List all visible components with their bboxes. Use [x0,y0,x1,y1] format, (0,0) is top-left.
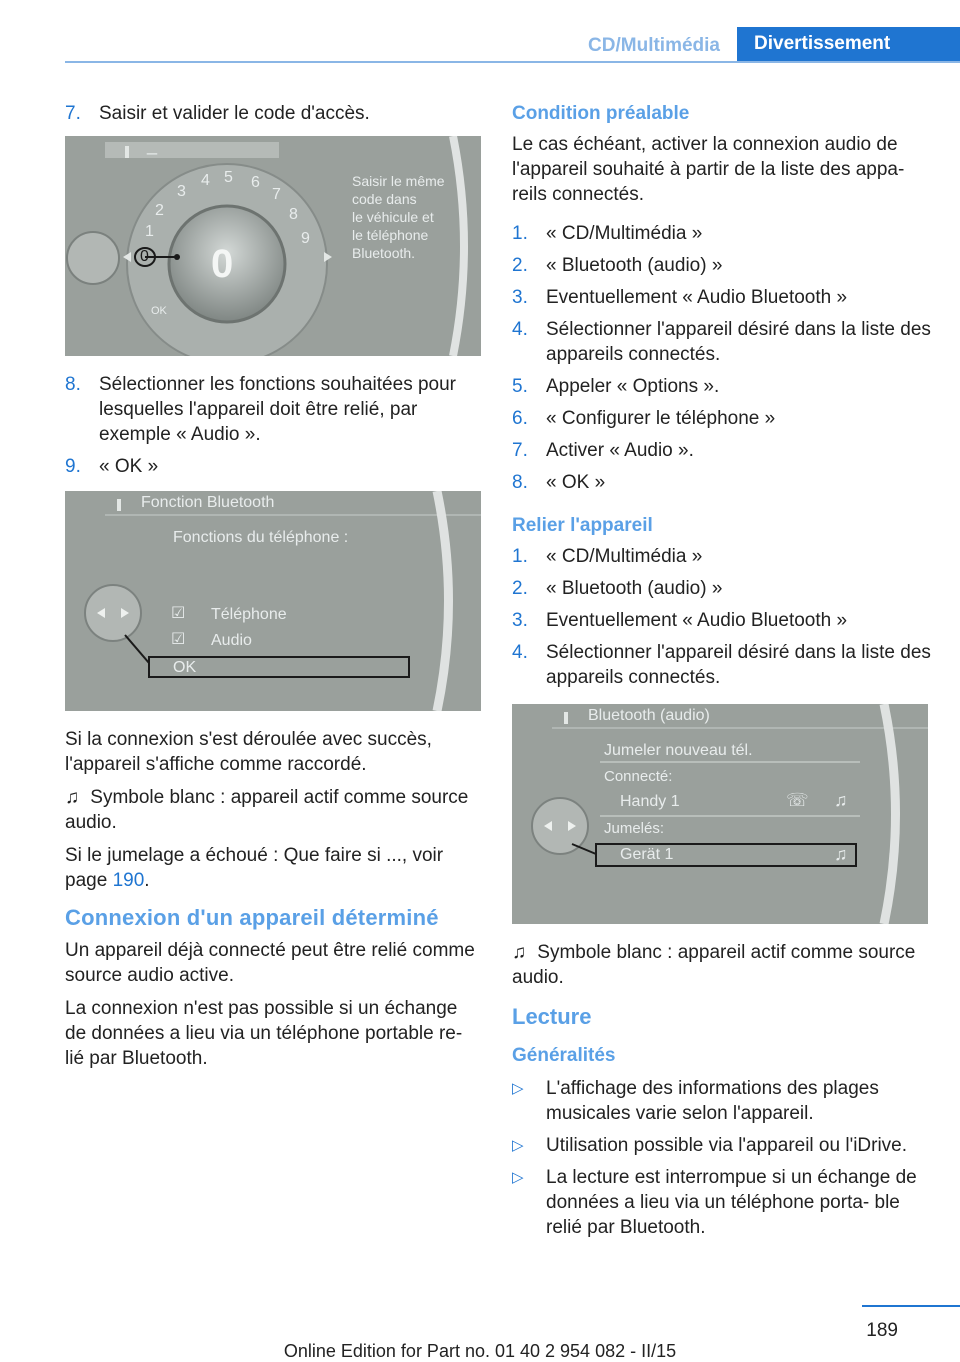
page-link[interactable]: 190 [112,870,145,891]
bullet-text: La lecture est interrompue si un échange de données a lieu via un téléphone porta- ble relié par Bluetooth. [546,1167,917,1238]
bluetooth-functions-graphic [65,491,481,711]
list-item [512,438,932,463]
header-section-title: CD/Multimédia [588,35,720,56]
step-text: « Configurer le téléphone » [546,408,776,429]
step-text: Saisir et valider le code d'accès. [99,103,370,124]
dial-number-7: 7 [272,186,281,203]
paragraph-conn-1: Un appareil déjà connecté peut être relié comme source audio active. [65,940,475,986]
dial-number-9: 9 [301,230,310,247]
step-text: Eventuellement « Audio Bluetooth » [546,610,848,631]
step-8 [65,372,481,447]
music-note-icon: ♫ [834,844,848,864]
paired-label: Jumelés: [604,820,665,837]
step-number: 2. [512,255,528,276]
step-text: Appeler « Options ». [546,376,720,397]
step-text: Sélectionner l'appareil désiré dans la liste des appareils connectés. [546,319,931,365]
step-text: « OK » [546,472,606,493]
footer-rule [862,1305,960,1307]
screenshot-bluetooth-functions [65,491,481,711]
page-number: 189 [866,1320,898,1341]
list-item [512,608,932,633]
bullet-list [512,1076,932,1240]
bullet-marker-icon: ▷ [512,1169,524,1186]
paragraph-conn-2: La connexion n'est pas possible si un échange de données a lieu via un téléphone portable re- lié par Bluetooth. [65,998,463,1069]
menu-icon [125,146,129,158]
pair-new-item: Jumeler nouveau tél. [604,742,753,759]
edition-footer: Online Edition for Part no. 01 40 2 954 082 - II/15 [283,1341,677,1361]
step-text: Activer « Audio ». [546,440,694,461]
hint-line: Bluetooth. [352,245,416,261]
step-7 [65,101,481,126]
bluetooth-audio-graphic [512,704,928,924]
dial-number-3: 3 [177,183,186,200]
paragraph-symbol [65,785,481,835]
step-text: « Bluetooth (audio) » [546,578,723,599]
dial-number-1: 1 [145,223,154,240]
step-number: 4. [512,319,528,340]
screen-title: Fonction Bluetooth [141,494,275,511]
list-item [512,406,932,431]
hint-line: le téléphone [352,227,429,243]
dial-number-8: 8 [289,206,298,223]
screen-subtitle: Fonctions du téléphone : [173,529,349,546]
list-item [512,285,932,310]
music-note-icon: ♫ [512,942,527,963]
step-number: 9. [65,456,81,477]
connected-device: Handy 1 [620,793,680,810]
bullet-item [512,1076,932,1126]
bullet-marker-icon: ▷ [512,1080,524,1097]
menu-icon [564,712,568,724]
dial-number-5: 5 [224,169,233,186]
steps-list-condition [512,221,932,495]
step-number: 7. [65,103,81,124]
step-number: 5. [512,376,528,397]
list-item [512,221,932,246]
checkbox-icon: ☑ [171,631,186,648]
fail-suffix: . [144,870,150,891]
step-number: 6. [512,408,528,429]
heading-generalites: Généralités [512,1045,616,1066]
menu-icon [117,499,121,511]
symbol-text: Symbole blanc : appareil actif comme source audio. [512,942,916,988]
dial-number-2: 2 [155,202,164,219]
step-number: 2. [512,578,528,599]
steps-list-relier [512,544,932,690]
list-item [512,317,932,367]
step-number: 7. [512,440,528,461]
screen-title: Bluetooth (audio) [588,707,710,724]
list-item [512,544,932,569]
heading-connexion: Connexion d'un appareil déterminé [65,905,439,930]
paragraph-fail [65,843,481,893]
screenshot-code-entry [65,136,481,356]
dial-current-digit: 0 [140,248,149,265]
list-item [512,576,932,601]
list-item [512,640,932,690]
bullet-item [512,1165,932,1240]
hint-line: le véhicule et [352,209,434,225]
header-chapter-tab: Divertissement [737,27,960,61]
bullet-text: L'affichage des informations des plages musicales varie selon l'appareil. [546,1078,879,1124]
ok-option: OK [173,659,197,676]
step-text: « OK » [99,456,159,477]
steps-list-top [65,101,481,126]
phone-icon: ☏ [786,790,809,810]
heading-condition: Condition préalable [512,103,690,124]
bullet-marker-icon: ▷ [512,1137,524,1154]
connected-label: Connecté: [604,768,673,785]
left-column [65,101,481,1079]
hint-line: Saisir le même [352,173,445,189]
step-number: 1. [512,546,528,567]
step-text: « Bluetooth (audio) » [546,255,723,276]
paragraph-condition: Le cas échéant, activer la connexion audio de l'appareil souhaité à partir de la liste des appa- reils connectés. [512,134,905,205]
code-field: _ [147,136,158,155]
step-text: Eventuellement « Audio Bluetooth » [546,287,848,308]
step-9 [65,454,481,479]
heading-relier: Relier l'appareil [512,515,653,536]
music-note-icon: ♫ [65,787,80,808]
step-number: 4. [512,642,528,663]
big-digit: 0 [211,242,234,286]
paired-device: Gerät 1 [620,846,674,863]
step-number: 3. [512,287,528,308]
screenshot-bluetooth-audio [512,704,928,924]
step-text: Sélectionner les fonctions souhaitées pour lesquelles l'appareil doit être relié, par exemple « Audio ». [99,374,457,445]
music-note-icon: ♫ [834,790,848,810]
dial-number-6: 6 [251,174,260,191]
heading-lecture: Lecture [512,1004,592,1029]
steps-list-mid [65,372,481,479]
step-text: Sélectionner l'appareil désiré dans la liste des appareils connectés. [546,642,931,688]
header-rule [65,61,960,63]
list-item [512,374,932,399]
step-number: 8. [65,374,81,395]
paragraph-symbol-right [512,940,932,990]
dial-number-4: 4 [201,172,210,189]
list-item [512,253,932,278]
hint-text [352,172,445,262]
bullet-text: Utilisation possible via l'appareil ou l'iDrive. [546,1135,908,1156]
bullet-item [512,1133,932,1158]
step-number: 3. [512,610,528,631]
hint-line: code dans [352,191,417,207]
checkbox-icon: ☑ [171,605,186,622]
right-column [512,101,932,1247]
paragraph-success: Si la connexion s'est déroulée avec succès, l'appareil s'affiche comme raccordé. [65,729,432,775]
symbol-text: Symbole blanc : appareil actif comme source audio. [65,787,469,833]
step-text: « CD/Multimédia » [546,546,703,567]
list-item [512,470,932,495]
step-number: 1. [512,223,528,244]
step-text: « CD/Multimédia » [546,223,703,244]
fail-text: Si le jumelage a échoué : Que faire si ..., voir page [65,845,444,891]
option-audio: Audio [211,632,252,649]
step-number: 8. [512,472,528,493]
option-telephone: Téléphone [211,606,287,623]
ok-label: OK [151,305,167,317]
